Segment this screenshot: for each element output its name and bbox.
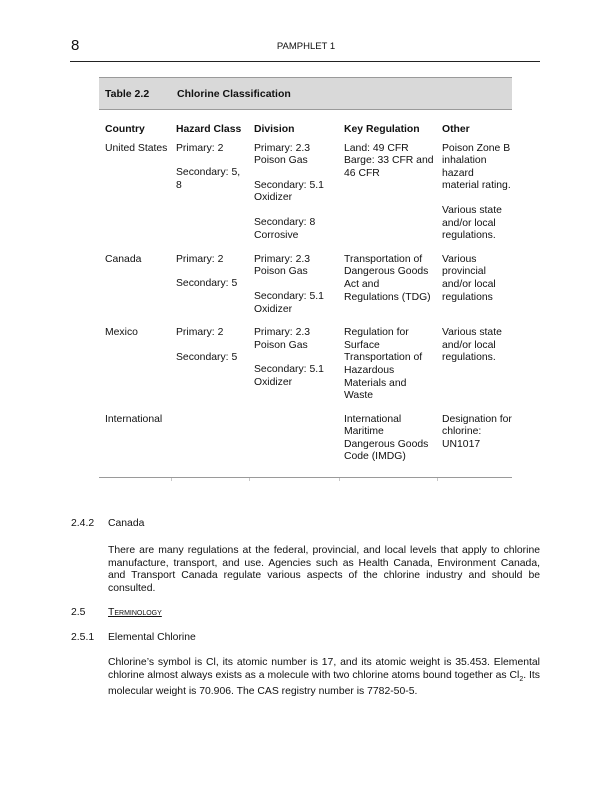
cell-key-regulation	[338, 414, 436, 475]
table-title: Chlorine Classification	[177, 87, 291, 100]
cell-text: Secondary: 5, 8	[176, 167, 241, 191]
cell-text: Various provincial and/or local regulations	[442, 253, 496, 303]
cell-key-regulation	[338, 143, 436, 254]
cell-text: Primary: 2.3 Poison Gas	[254, 327, 311, 351]
table-row	[99, 327, 512, 414]
section-heading-2-4-2	[71, 518, 144, 529]
cell-hazard-class	[170, 254, 248, 327]
table-number: Table 2.2	[105, 87, 150, 100]
cell-text: Designation for chlorine: UN1017	[442, 413, 512, 450]
cell-text: Secondary: 5	[176, 278, 238, 290]
cell-country: International	[105, 413, 163, 425]
cell-hazard-class	[170, 327, 248, 414]
cell-text: International Maritime Dangerous Goods Code (IMDG)	[344, 413, 429, 463]
section-title: Canada	[108, 518, 145, 529]
cell-text: Various state and/or local regulations.	[442, 327, 502, 364]
cell-text: Primary: 2	[176, 327, 224, 339]
cell-division	[248, 254, 338, 327]
paragraph-elemental-chlorine	[108, 657, 540, 699]
section-number: 2.5	[71, 607, 86, 618]
column-tick	[437, 478, 438, 481]
cell-text: Poison Zone B inhalation hazard material rating.	[442, 142, 511, 192]
cell-text: Secondary: 5.1 Oxidizer	[254, 364, 324, 388]
paragraph-text: Chlorine’s symbol is Cl, its atomic number is 17, and its atomic weight is 35.453. Elemental chlorine almost always exists as a molecule with two chlorine atoms bound together as Cl	[108, 657, 540, 681]
cell-other	[436, 327, 512, 414]
table-body	[99, 124, 512, 475]
running-head: PAMPHLET 1	[276, 41, 336, 52]
section-title: Terminology	[108, 607, 162, 618]
cell-other	[436, 414, 512, 475]
col-header-other: Other	[442, 124, 470, 135]
col-header-division: Division	[254, 124, 295, 135]
cell-text: Land: 49 CFR Barge: 33 CFR and 46 CFR	[344, 142, 434, 179]
cell-country: Mexico	[105, 327, 138, 339]
cell-text: Secondary: 5.1 Oxidizer	[254, 179, 324, 204]
table-row	[99, 254, 512, 327]
table-caption	[99, 77, 512, 110]
col-header-country: Country	[105, 124, 145, 135]
cell-text: Secondary: 5	[176, 351, 238, 363]
cell-division	[248, 327, 338, 414]
cell-key-regulation	[338, 327, 436, 414]
table-row	[99, 414, 512, 475]
cell-country: United States	[105, 142, 168, 154]
section-number: 2.4.2	[71, 518, 95, 529]
cell-text: Secondary: 8 Corrosive	[254, 216, 316, 241]
column-tick	[171, 478, 172, 481]
cell-text: Regulation for Surface Transportation of Hazardous Materials and Waste	[344, 327, 423, 402]
table-header-row	[99, 124, 512, 143]
cell-key-regulation	[338, 254, 436, 327]
section-title: Elemental Chlorine	[108, 632, 196, 643]
column-tick	[249, 478, 250, 481]
column-tick	[339, 478, 340, 481]
table-row	[99, 143, 512, 254]
cell-other	[436, 254, 512, 327]
cell-text: Primary: 2.3 Poison Gas	[254, 142, 311, 167]
col-header-key-regulation: Key Regulation	[344, 124, 420, 135]
table-bottom-rule	[99, 477, 512, 482]
cell-text: Primary: 2	[176, 253, 224, 265]
cell-division	[248, 143, 338, 254]
cell-country: Canada	[105, 253, 142, 265]
classification-table	[99, 77, 512, 482]
section-number: 2.5.1	[71, 632, 95, 643]
cell-text: Transportation of Dangerous Goods Act and Regulations (TDG)	[344, 253, 431, 303]
cell-text: Various state and/or local regulations.	[442, 204, 502, 242]
cell-other	[436, 143, 512, 254]
cell-text: Secondary: 5.1 Oxidizer	[254, 290, 324, 315]
header-rule	[70, 61, 540, 62]
cell-text: Primary: 2	[176, 142, 224, 154]
paragraph-canada: There are many regulations at the federal, provincial, and local levels that apply to chlorine manufacture, transport, and use. Agencies such as Health Canada, Environment Canada, and Transport Canada regulate various aspects of the chlorine industry and should be consulted.	[108, 545, 540, 594]
paragraph-text: . Its molecular weight is 70.906. The CAS registry number is 7782-50-5.	[108, 669, 541, 698]
subscript: 2	[519, 675, 524, 683]
col-header-hazard-class: Hazard Class	[176, 124, 242, 135]
section-heading-2-5-1	[71, 632, 196, 643]
cell-text: Primary: 2.3 Poison Gas	[254, 253, 311, 278]
section-heading-2-5	[71, 607, 162, 618]
cell-hazard-class	[170, 143, 248, 254]
page-number: 8	[71, 37, 80, 54]
